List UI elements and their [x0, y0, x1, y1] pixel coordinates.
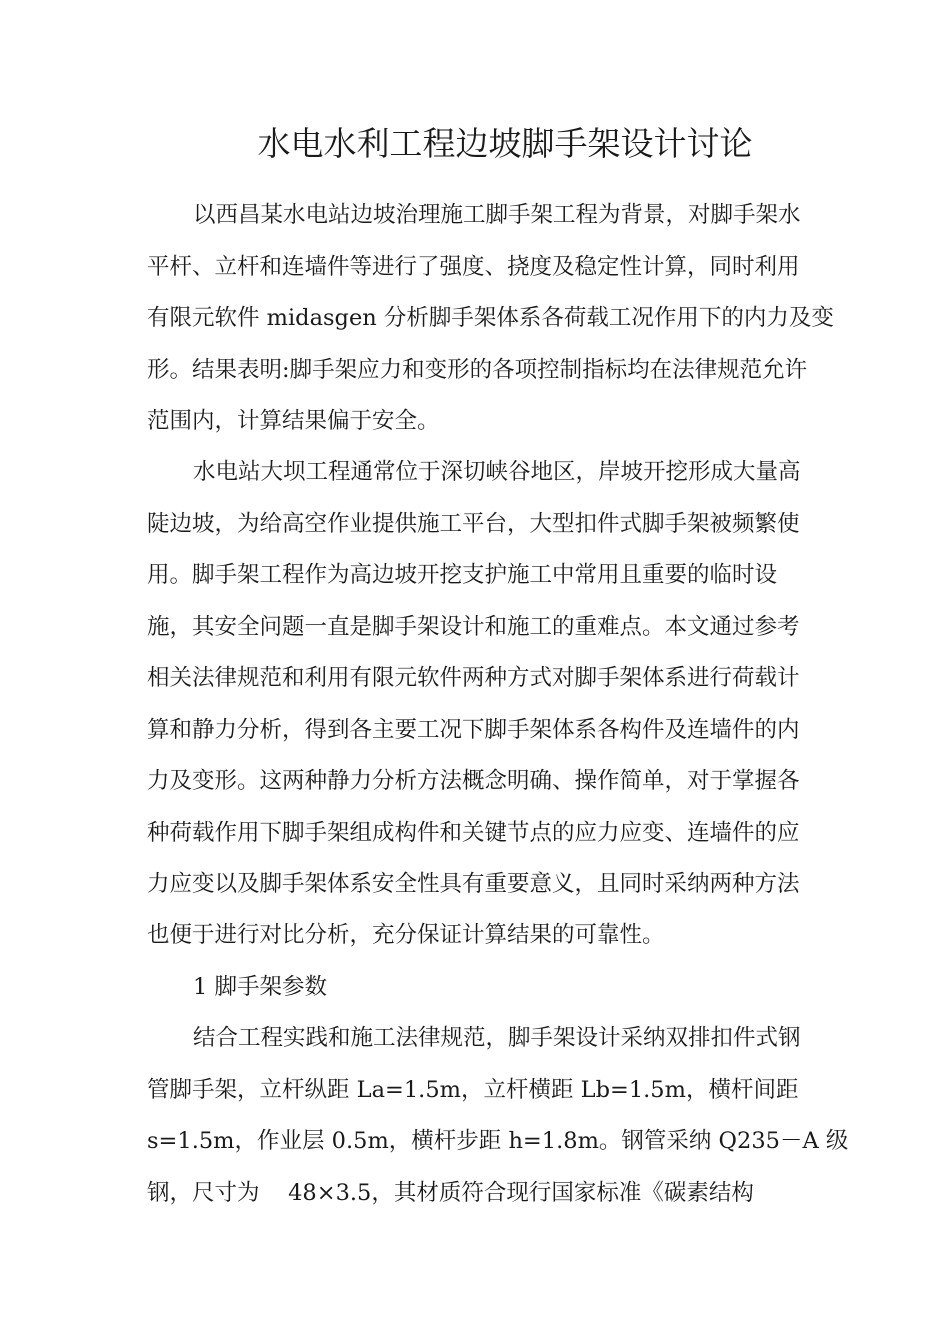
- text-line: 有限元软件 midasgen 分析脚手架体系各荷载工况作用下的内力及变: [147, 305, 834, 331]
- text-line: 施，其安全问题一直是脚手架设计和施工的重难点。本文通过参考: [147, 614, 800, 640]
- text-line: 种荷载作用下脚手架组成构件和关键节点的应力应变、连墙件的应: [147, 820, 800, 846]
- text-line: 相关法律规范和利用有限元软件两种方式对脚手架体系进行荷载计: [147, 665, 800, 691]
- section-heading: 1 脚手架参数: [193, 974, 327, 1000]
- text-line: s=1.5m，作业层 0.5m，横杆步距 h=1.8m。钢管采纳 Q235－A 级: [147, 1128, 849, 1154]
- text-line: 钢，尺寸为 48×3.5，其材质符合现行国家标准《碳素结构: [147, 1180, 754, 1206]
- text-line: 水电站大坝工程通常位于深切峡谷地区，岸坡开挖形成大量高: [193, 459, 801, 485]
- text-line: 陡边坡，为给高空作业提供施工平台，大型扣件式脚手架被频繁使: [147, 511, 800, 537]
- text-line: 平杆、立杆和连墙件等进行了强度、挠度及稳定性计算，同时利用: [147, 254, 800, 280]
- text-line: 结合工程实践和施工法律规范，脚手架设计采纳双排扣件式钢: [193, 1025, 801, 1051]
- text-line: 形。结果表明:脚手架应力和变形的各项控制指标均在法律规范允许: [147, 357, 808, 383]
- text-line: 算和静力分析，得到各主要工况下脚手架体系各构件及连墙件的内: [147, 717, 800, 743]
- text-line: 以西昌某水电站边坡治理施工脚手架工程为背景，对脚手架水: [193, 202, 801, 228]
- text-line: 范围内，计算结果偏于安全。: [147, 408, 440, 434]
- text-line: 用。脚手架工程作为高边坡开挖支护施工中常用且重要的临时设: [147, 562, 778, 588]
- text-line: 力应变以及脚手架体系安全性具有重要意义，且同时采纳两种方法: [147, 871, 800, 897]
- document-title: 水电水利工程边坡脚手架设计讨论: [257, 124, 753, 163]
- text-line: 管脚手架，立杆纵距 La=1.5m，立杆横距 Lb=1.5m，横杆间距: [147, 1077, 799, 1103]
- text-line: 也便于进行对比分析，充分保证计算结果的可靠性。: [147, 922, 665, 948]
- text-line: 力及变形。这两种静力分析方法概念明确、操作简单，对于掌握各: [147, 768, 800, 794]
